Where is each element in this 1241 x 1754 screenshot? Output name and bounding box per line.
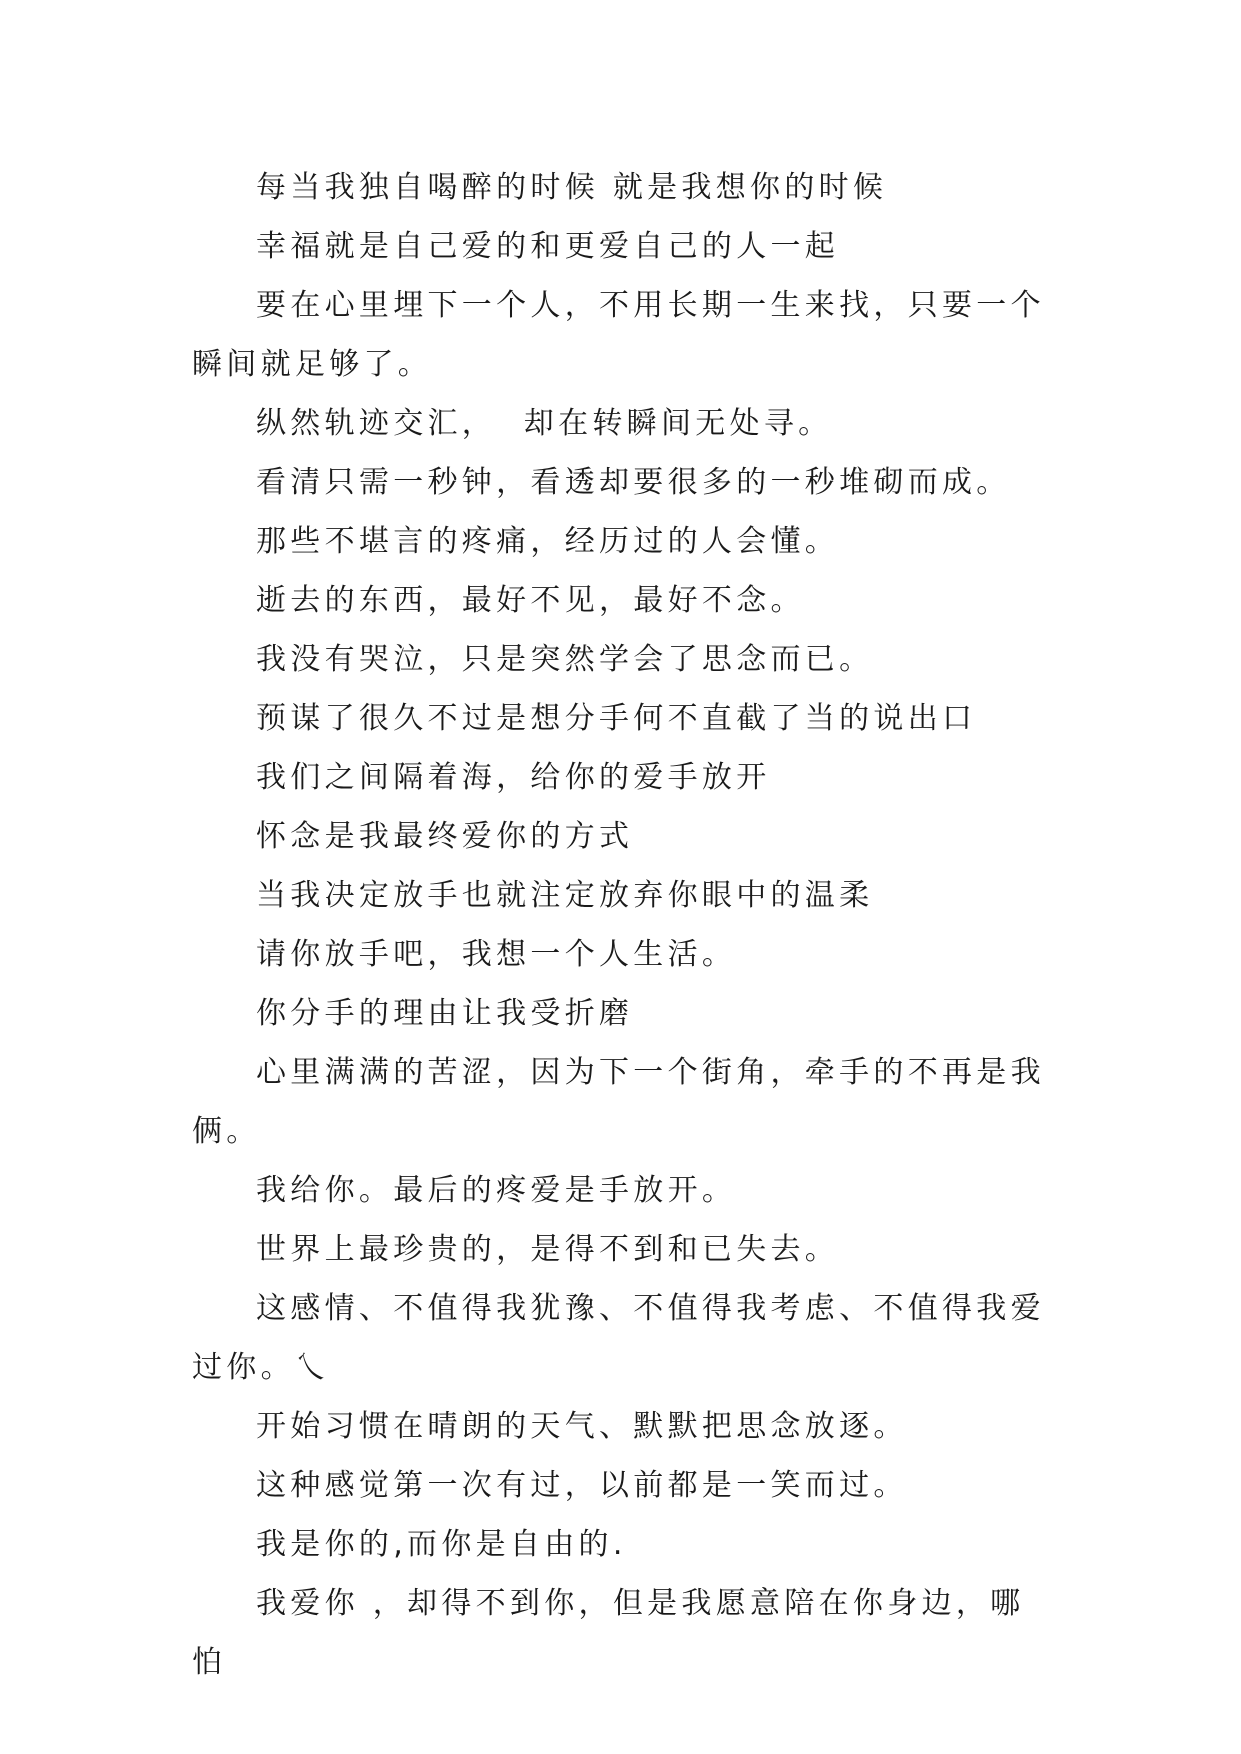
paragraph: 要在心里埋下一个人，不用长期一生来找，只要一个瞬间就足够了。 bbox=[192, 288, 1045, 382]
paragraph: 看清只需一秒钟，看透却要很多的一秒堆砌而成。 bbox=[256, 465, 1011, 500]
paragraph: 我是你的,而你是自由的. bbox=[256, 1527, 627, 1562]
paragraph: 每当我独自喝醉的时候 就是我想你的时候 bbox=[256, 170, 888, 205]
paragraph: 这感情、不值得我犹豫、不值得我考虑、不值得我爱过你。乀 bbox=[192, 1291, 1045, 1385]
paragraph: 我们之间隔着海，给你的爱手放开 bbox=[256, 760, 771, 795]
paragraph: 幸福就是自己爱的和更爱自己的人一起 bbox=[256, 229, 840, 264]
paragraph: 预谋了很久不过是想分手何不直截了当的说出口 bbox=[256, 701, 977, 736]
paragraph: 怀念是我最终爱你的方式 bbox=[256, 819, 634, 854]
document-body bbox=[192, 158, 1052, 1692]
paragraph: 我给你。最后的疼爱是手放开。 bbox=[256, 1173, 737, 1208]
paragraph: 你分手的理由让我受折磨 bbox=[256, 996, 634, 1031]
paragraph: 世界上最珍贵的，是得不到和已失去。 bbox=[256, 1232, 840, 1267]
paragraph: 我没有哭泣，只是突然学会了思念而已。 bbox=[256, 642, 874, 677]
paragraph: 请你放手吧，我想一个人生活。 bbox=[256, 937, 737, 972]
paragraph: 心里满满的苦涩，因为下一个街角，牵手的不再是我俩。 bbox=[192, 1055, 1045, 1149]
paragraph: 纵然轨迹交汇， 却在转瞬间无处寻。 bbox=[256, 406, 833, 441]
paragraph: 开始习惯在晴朗的天气、默默把思念放逐。 bbox=[256, 1409, 908, 1444]
paragraph: 我爱你 ，却得不到你，但是我愿意陪在你身边，哪怕 bbox=[192, 1586, 1025, 1680]
paragraph: 逝去的东西，最好不见，最好不念。 bbox=[256, 583, 805, 618]
paragraph: 当我决定放手也就注定放弃你眼中的温柔 bbox=[256, 878, 874, 913]
paragraph: 这种感觉第一次有过，以前都是一笑而过。 bbox=[256, 1468, 908, 1503]
paragraph: 那些不堪言的疼痛，经历过的人会懂。 bbox=[256, 524, 840, 559]
